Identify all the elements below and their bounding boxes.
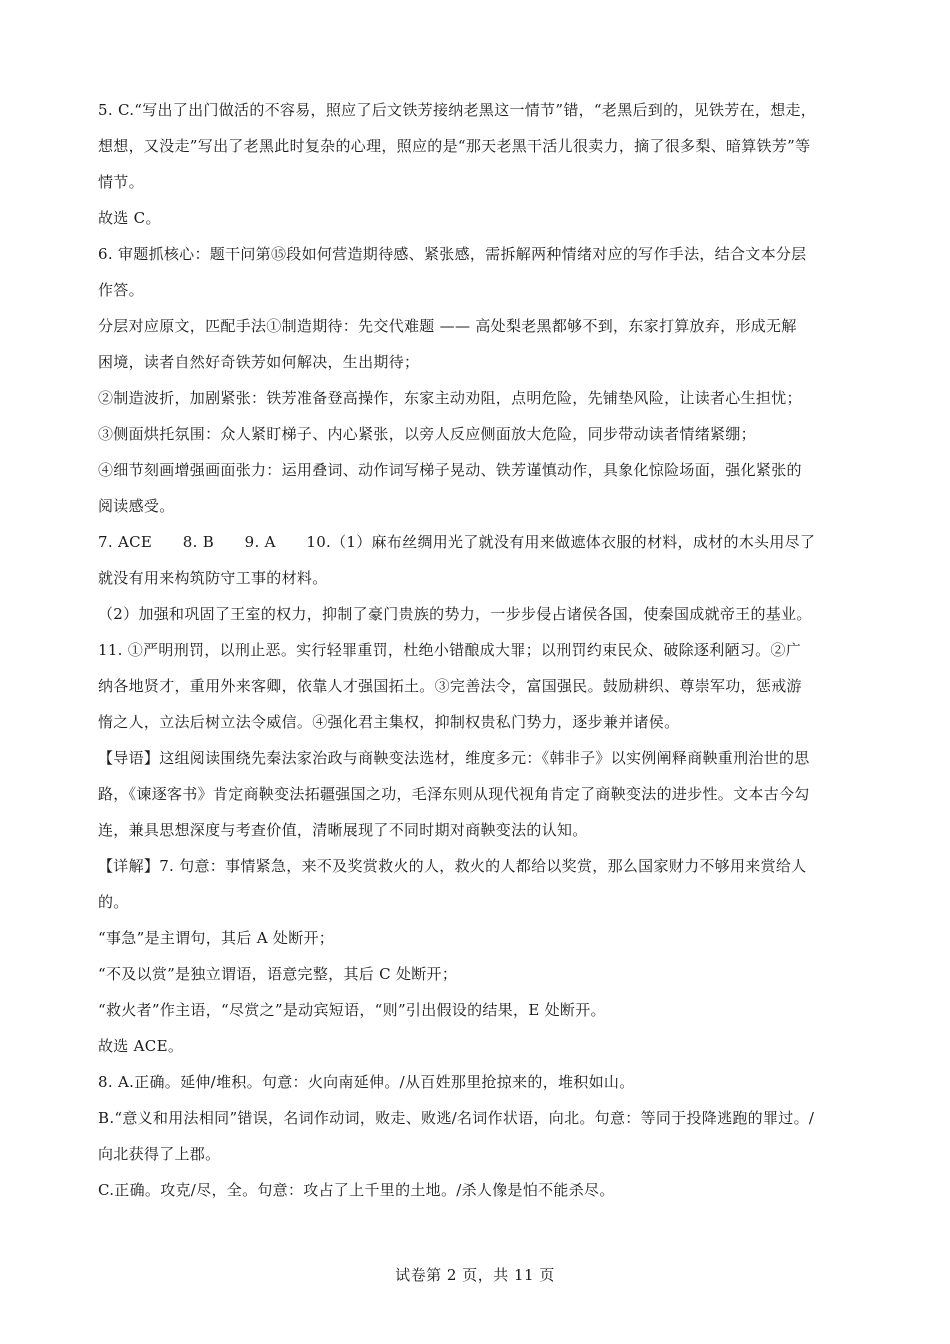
text-line: “救火者”作主语，“尽赏之”是动宾短语，“则”引出假设的结果，E 处断开。 — [98, 1001, 606, 1019]
text-line: 想想，又没走”写出了老黑此时复杂的心理，照应的是“那天老黑干活儿很卖力，摘了很多梨、暗算铁芳”等 — [98, 137, 811, 155]
text-line: 【导语】这组阅读围绕先秦法家治政与商鞅变法选材，维度多元：《韩非子》以实例阐释商鞅重刑治世的思 — [98, 749, 810, 767]
text-line: 【详解】7. 句意：事情紧急，来不及奖赏救火的人，救火的人都给以奖赏，那么国家财力不够用来赏给人 — [98, 857, 807, 875]
text-line: 路，《谏逐客书》肯定商鞅变法拓疆强国之功，毛泽东则从现代视角肯定了商鞅变法的进步性。文本古今勾 — [98, 785, 810, 803]
text-line: “不及以赏”是独立谓语，语意完整，其后 C 处断开； — [98, 965, 458, 983]
text-line: 6. 审题抓核心：题干问第⑮段如何营造期待感、紧张感，需拆解两种情绪对应的写作手法，结合文本分层 — [98, 245, 807, 263]
text-line: 向北获得了上郡。 — [98, 1145, 221, 1163]
text-line: B.“意义和用法相同”错误，名词作动词，败走、败逃/名词作状语，向北。句意：等同于投降逃跑的罪过。/ — [98, 1109, 815, 1127]
text-line: 故选 ACE。 — [98, 1037, 184, 1055]
text-line: ②制造波折，加剧紧张：铁芳准备登高操作，东家主动劝阻，点明危险，先铺垫风险，让读者心生担忧； — [98, 389, 802, 407]
text-line: “事急”是主谓句，其后 A 处断开； — [98, 929, 335, 947]
text-line: 纳各地贤才，重用外来客卿，依靠人才强国拓土。③完善法令，富国强民。鼓励耕织、尊崇军功，惩戒游 — [98, 677, 802, 695]
text-line: 连，兼具思想深度与考查价值，清晰展现了不同时期对商鞅变法的认知。 — [98, 821, 588, 839]
text-line: 就没有用来构筑防守工事的材料。 — [98, 569, 328, 587]
text-line: 11. ①严明刑罚，以刑止恶。实行轻罪重罚，杜绝小错酿成大罪；以刑罚约束民众、破除逐利陋习。②广 — [98, 641, 802, 659]
text-line: 阅读感受。 — [98, 497, 175, 515]
text-line: 8. A.正确。延伸/堆积。句意：火向南延伸。/从百姓那里抢掠来的，堆积如山。 — [98, 1073, 635, 1091]
text-line: ④细节刻画增强画面张力：运用叠词、动作词写梯子晃动、铁芳谨慎动作，具象化惊险场面，强化紧张的 — [98, 461, 802, 479]
text-line: ③侧面烘托氛围：众人紧盯梯子、内心紧张，以旁人反应侧面放大危险，同步带动读者情绪紧绷； — [98, 425, 756, 443]
text-line: 分层对应原文，匹配手法①制造期待：先交代难题 —— 高处梨老黑都够不到，东家打算放弃，形成无解 — [98, 317, 797, 335]
text-line: 作答。 — [98, 281, 144, 299]
text-line: 故选 C。 — [98, 209, 161, 227]
text-line: 困境，读者自然好奇铁芳如何解决，生出期待； — [98, 353, 420, 371]
answer-content — [98, 92, 858, 1208]
text-line: C.正确。攻克/尽，全。句意：攻占了上千里的土地。/杀人像是怕不能杀尽。 — [98, 1181, 615, 1199]
text-line: 的。 — [98, 893, 129, 911]
text-line: 5. C.“写出了出门做活的不容易，照应了后文铁芳接纳老黑这一情节”错，“老黑后到的，见铁芳在，想走， — [98, 101, 817, 119]
text-line: 情节。 — [98, 173, 144, 191]
page-footer: 试卷第 2 页，共 11 页 — [395, 1266, 555, 1284]
text-line: 惰之人，立法后树立法令威信。④强化君主集权，抑制权贵私门势力，逐步兼并诸侯。 — [98, 713, 680, 731]
text-line: 7. ACE 8. B 9. A 10.（1）麻布丝绸用光了就没有用来做遮体衣服的材料，成材的木头用尽了 — [98, 533, 816, 551]
text-line: （2）加强和巩固了王室的权力，抑制了豪门贵族的势力，一步步侵占诸侯各国，使秦国成就帝王的基业。 — [98, 605, 812, 623]
